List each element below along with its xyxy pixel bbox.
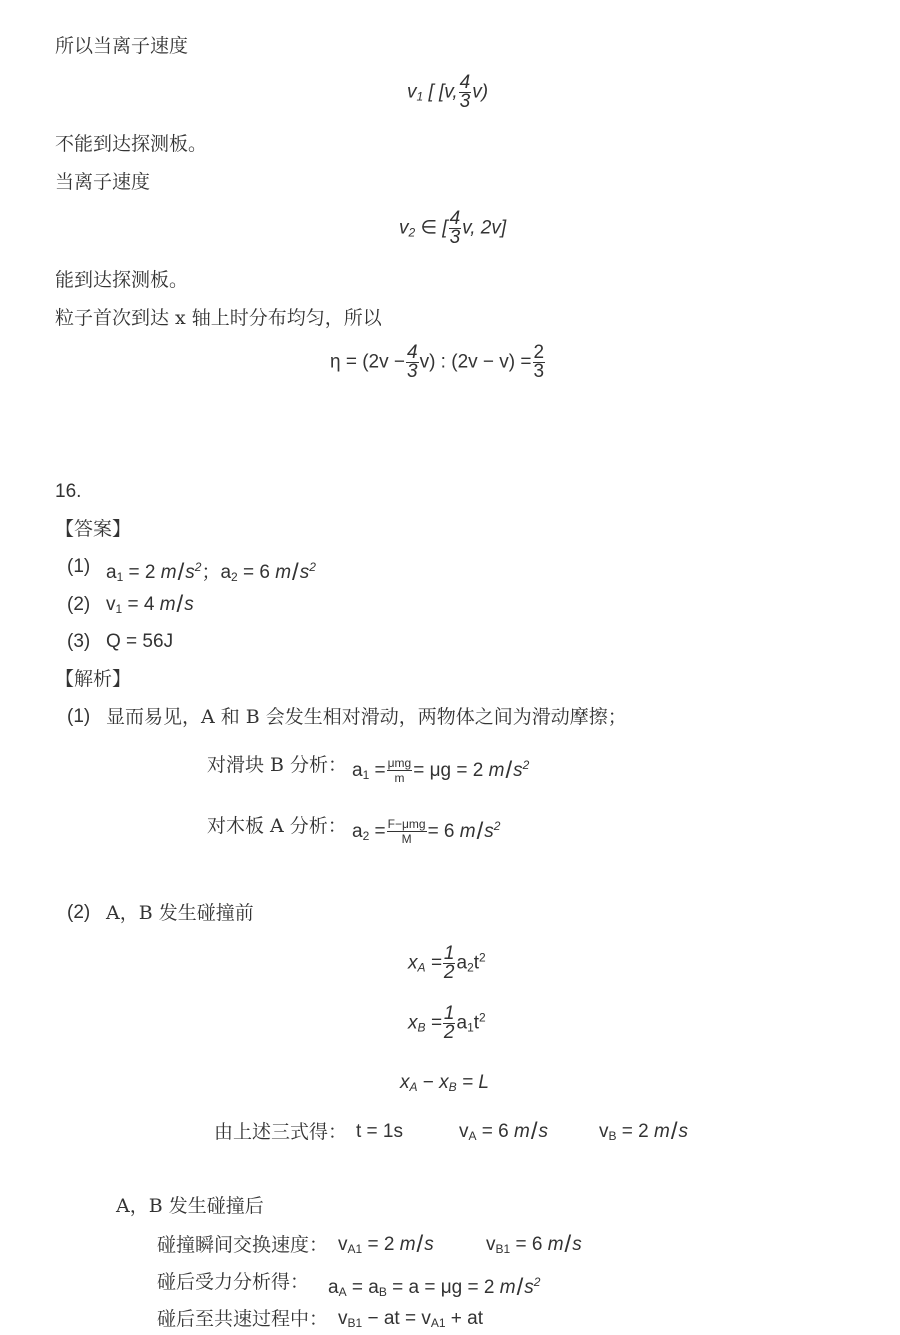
answer-2-formula: $v_1 = 4$ m/s: [106, 591, 194, 618]
text-line-7: 粒子首次到达 x 轴上时分布均匀，所以: [55, 307, 382, 329]
answer-3-text: Q = 56J: [106, 631, 174, 652]
formula-xb: $x_B$ = $\frac{1}{2}$ $a_1t^2$: [408, 1003, 486, 1043]
va1-result: $v_{A1} = 2$ m/s: [338, 1231, 434, 1258]
formula-xa: $x_A$ = $\frac{1}{2}$ $a_2t^2$: [408, 943, 486, 983]
va-result: $v_A = 6$ m/s: [459, 1118, 549, 1145]
t-result: t = 1s: [356, 1121, 403, 1142]
part-1-label: (1): [67, 706, 91, 727]
answer-1-label: (1): [67, 556, 91, 577]
a-analysis-label: 对木板 A 分析：: [207, 815, 347, 837]
formula-xa-minus-xb: $x_A - x_B = L$: [400, 1072, 489, 1094]
answer-3-label: (3): [67, 631, 91, 652]
analysis-header: 【解析】: [55, 668, 132, 690]
common-velocity-label: 碰后至共速过程中：: [157, 1308, 329, 1330]
after-collision-text: A，B 发生碰撞后: [116, 1195, 264, 1217]
part-2-label: (2): [67, 902, 91, 923]
answer-1-formula: $a_1 = 2$ $m/s^2$；$a_2 = 6$ $m/s^2$: [106, 559, 316, 586]
answer-2-label: (2): [67, 594, 91, 615]
text-line-4: 当离子速度: [55, 171, 151, 193]
formula-efficiency: η = (2v − $\frac{4}{3}$ v) : (2v − v) = $\frac{2}{3}$: [330, 342, 545, 382]
part-2-text: A，B 发生碰撞前: [106, 902, 254, 924]
force-analysis-label: 碰后受力分析得：: [157, 1271, 310, 1293]
formula-v2-range: $v_2$ ∈ [ $\frac{4}{3}$ v, 2v]: [399, 208, 507, 248]
text-line-1: 所以当离子速度: [55, 35, 189, 57]
formula-v1-range: $v_1$ [ [v, $\frac{4}{3}$ v): [407, 72, 489, 112]
force-analysis-formula: $a_A = a_B = a = \mu g = 2$ $m/s^2$: [328, 1274, 541, 1301]
swap-velocity-label: 碰撞瞬间交换速度：: [157, 1234, 329, 1256]
answer-header: 【答案】: [55, 518, 132, 540]
part-1-text: 显而易见，A 和 B 会发生相对滑动，两物体之间为滑动摩擦；: [106, 706, 627, 728]
vb1-result: $v_{B1} = 6$ m/s: [486, 1231, 582, 1258]
a-analysis-formula: $a_2$ = $\frac{\text{F−μmg}}{M}$ = 6 $m/s^2$: [352, 817, 501, 847]
b-analysis-formula: $a_1$ = $\frac{\text{μmg}}{m}$ = μg = 2 $m/s^2$: [352, 756, 530, 786]
derive-text: 由上述三式得：: [214, 1121, 348, 1143]
b-analysis-label: 对滑块 B 分析：: [207, 754, 348, 776]
common-velocity-formula: $v_{B1}$ − at = $v_{A1}$ + at: [338, 1308, 484, 1330]
text-line-3: 不能到达探测板。: [55, 133, 208, 155]
question-number: 16.: [55, 481, 82, 502]
text-line-6: 能到达探测板。: [55, 269, 189, 291]
vb-result: $v_B = 2$ m/s: [599, 1118, 689, 1145]
